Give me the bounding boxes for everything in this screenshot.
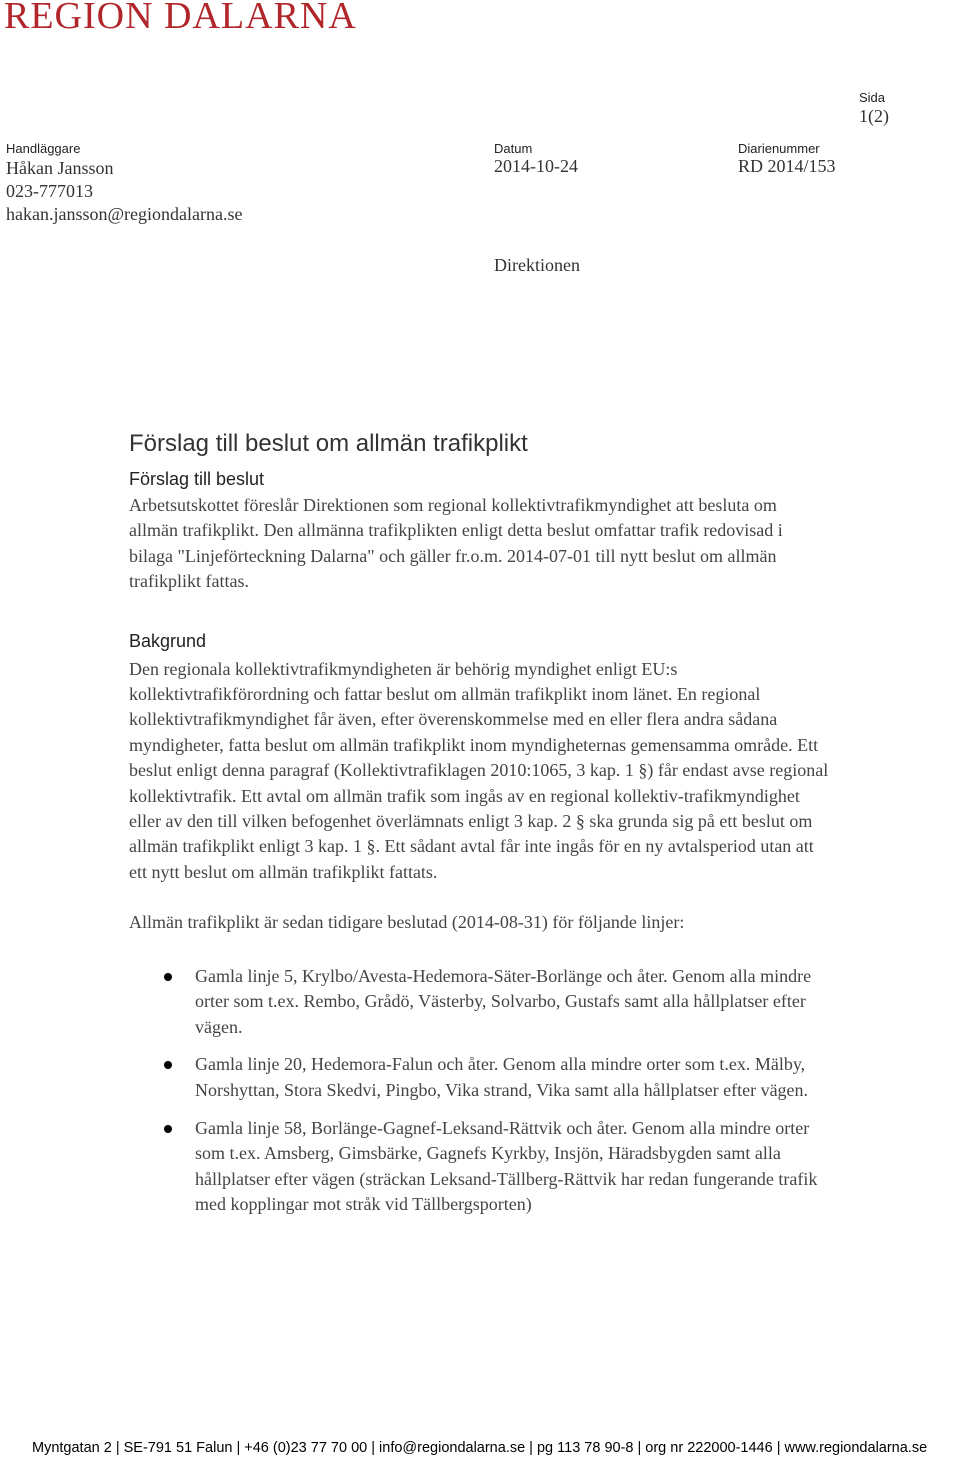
list-item: Gamla linje 5, Krylbo/Avesta-Hedemora-Säter-Borlänge och åter. Genom alla mindre orter som t.ex. Rembo, Grådö, Västerby, Solvarbo, Gustafs samt alla hållplatser efter vägen. — [195, 964, 829, 1041]
line-list — [195, 964, 829, 1218]
reg-number-label: Diarienummer — [738, 141, 820, 156]
handler-name: Håkan Jansson — [6, 158, 114, 178]
page-label: Sida — [859, 90, 886, 105]
page-title: Förslag till beslut om allmän trafikplikt — [129, 430, 528, 457]
proposal-text: Arbetsutskottet föreslår Direktionen som regional kollektivtrafikmyndighet att besluta om allmän trafikplikt. Den allmänna trafikplikten enligt detta beslut omfattar trafik redovisad i bilaga "Linjeförteckning Dalarna" och gäller fr.o.m. 2014-07-01 till nytt beslut om allmän trafikplikt fattas. — [129, 495, 783, 592]
list-item: Gamla linje 58, Borlänge-Gagnef-Leksand-Rättvik och åter. Genom alla mindre orter som t.ex. Amsberg, Gimsbärke, Gagnefs Kyrkby, Insjön, Häradsbygden samt alla hållplatser efter vägen (sträckan Leksand-Tällberg-Rättvik har redan fungerande trafik med kopplingar mot stråk vid Tällbergsporten) — [195, 1116, 829, 1218]
date-label: Datum — [494, 141, 533, 156]
recipient: Direktionen — [494, 255, 580, 275]
handler-phone: 023-777013 — [6, 181, 93, 201]
bullet-icon — [164, 1061, 172, 1069]
document-body — [129, 430, 829, 1230]
reg-number-value: RD 2014/153 — [738, 156, 836, 176]
footer-contact: Myntgatan 2 | SE-791 51 Falun | +46 (0)23 77 70 00 | info@regiondalarna.se | pg 113 78 90-8 | org nr 222000-1446 | www.regiondalarna.se — [32, 1440, 928, 1456]
bullet-icon — [164, 973, 172, 981]
region-logo: REGION DALARNA — [4, 0, 357, 37]
bullet-icon — [164, 1125, 172, 1133]
handler-label: Handläggare — [6, 141, 81, 156]
page-number: 1(2) — [859, 106, 889, 126]
date-value: 2014-10-24 — [494, 156, 578, 176]
section-heading-proposal: Förslag till beslut — [129, 469, 265, 489]
section-heading-background: Bakgrund — [129, 630, 207, 651]
handler-email[interactable]: hakan.jansson@regiondalarna.se — [6, 204, 243, 224]
lines-intro: Allmän trafikplikt är sedan tidigare beslutad (2014-08-31) för följande linjer: — [129, 912, 685, 933]
list-item: Gamla linje 20, Hedemora-Falun och åter. Genom alla mindre orter som t.ex. Mälby, Norshyttan, Stora Skedvi, Pingbo, Vika strand, Vika samt alla hållplatser efter vägen. — [195, 1052, 829, 1103]
background-text: Den regionala kollektivtrafikmyndigheten är behörig myndighet enligt EU:s kollektivtrafikförordning och fattar beslut om allmän trafikplikt inom länet. En regional kollektivtrafikmyndighet får även, efter överenskommelse med en eller flera andra sådana myndigheter, fatta beslut om allmän trafikplikt inom myndigheternas gemensamma område. Ett beslut enligt denna paragraf (Kollektivtrafiklagen 2010:1065, 3 kap. 1 §) får endast avse regional kollektivtrafik. Ett avtal om allmän trafik som ingås av en regional kollektiv-trafikmyndighet eller av den till vilken befogenhet överlämnats enligt 3 kap. 2 § ska grunda sig på ett beslut om allmän trafikplikt enligt 3 kap. 1 §. Ett sådant avtal får inte ingås för en ny avtalsperiod utan att ett nytt beslut om allmän trafikplikt fattats. — [129, 658, 829, 882]
